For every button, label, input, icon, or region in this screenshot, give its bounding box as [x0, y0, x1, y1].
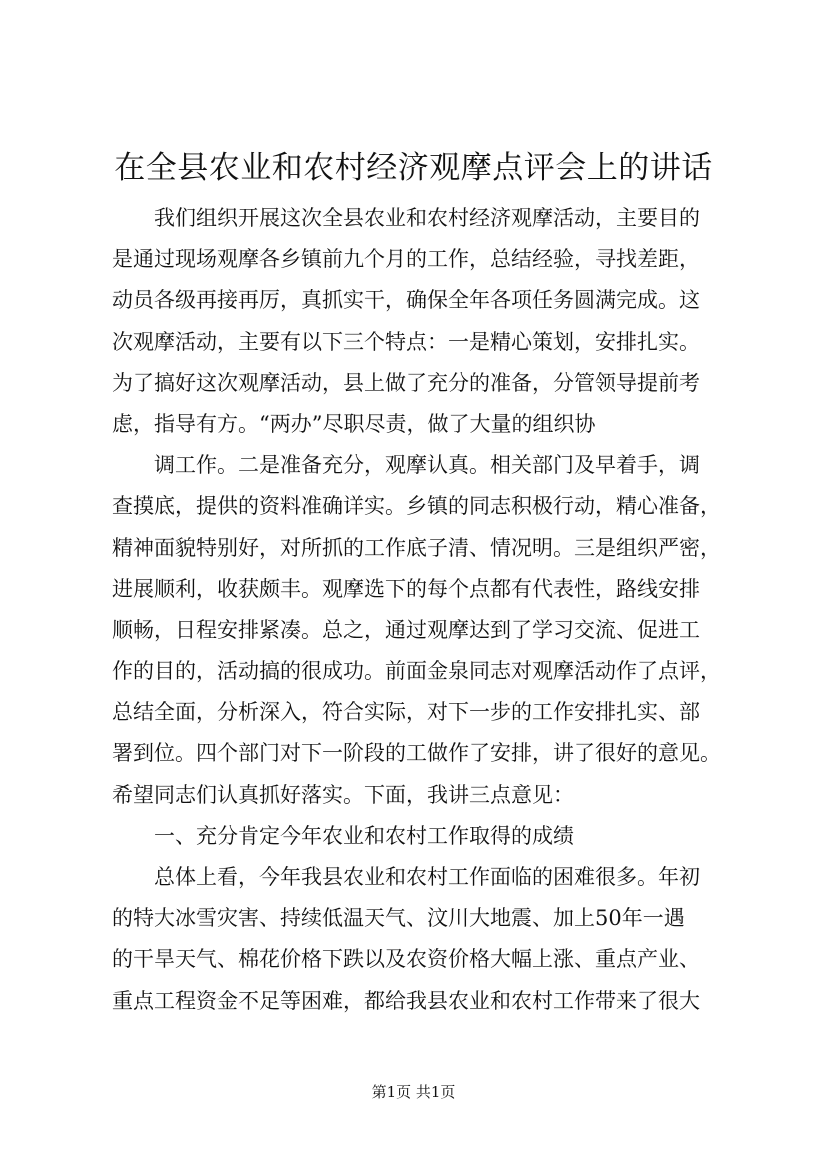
page-number-footer: 第1页 共1页 [371, 1083, 456, 1101]
paragraph-line: 为了搞好这次观摩活动，县上做了充分的准备，分管领导提前考 [112, 370, 700, 395]
paragraph-line: 的干旱天气、棉花价格下跌以及农资价格大幅上涨、重点产业、 [112, 947, 700, 972]
paragraph-line: 作的目的，活动搞的很成功。前面金泉同志对观摩活动作了点评， [112, 659, 721, 684]
document-body [112, 198, 744, 1022]
section-heading: 一、充分肯定今年农业和农村工作取得的成绩 [154, 823, 574, 848]
paragraph-line: 希望同志们认真抓好落实。下面，我讲三点意见： [112, 782, 574, 807]
paragraph-line: 署到位。四个部门对下一阶段的工做作了安排，讲了很好的意见。 [112, 741, 721, 766]
paragraph-line: 进展顺利，收获颇丰。观摩选下的每个点都有代表性，路线安排 [112, 576, 700, 601]
paragraph-line: 查摸底，提供的资料准确详实。乡镇的同志积极行动，精心准备， [112, 494, 721, 519]
paragraph-line: 的特大冰雪灾害、持续低温天气、汶川大地震、加上50年一遇 [112, 906, 685, 931]
paragraph-line: 精神面貌特别好，对所抓的工作底子清、情况明。三是组织严密， [112, 535, 721, 560]
paragraph-line: 次观摩活动，主要有以下三个特点：一是精心策划，安排扎实。 [112, 329, 700, 354]
paragraph-line: 总体上看，今年我县农业和农村工作面临的困难很多。年初 [154, 865, 700, 889]
paragraph-line: 重点工程资金不足等困难，都给我县农业和农村工作带来了很大 [112, 988, 700, 1013]
document-title: 在全县农业和农村经济观摩点评会上的讲话 [114, 150, 713, 186]
paragraph-line: 我们组织开展这次全县农业和农村经济观摩活动，主要目的 [154, 206, 700, 230]
paragraph-line: 顺畅，日程安排紧凑。总之，通过观摩达到了学习交流、促进工 [112, 617, 700, 642]
paragraph-line: 总结全面，分析深入，符合实际，对下一步的工作安排扎实、部 [112, 700, 700, 725]
paragraph-line: 是通过现场观摩各乡镇前九个月的工作，总结经验，寻找差距， [112, 247, 700, 272]
paragraph-line: 动员各级再接再厉，真抓实干，确保全年各项任务圆满完成。这 [112, 288, 700, 313]
paragraph-line: 虑，指导有方。“两办”尽职尽责，做了大量的组织协 [112, 411, 596, 436]
paragraph-line: 调工作。二是准备充分，观摩认真。相关部门及早着手，调 [154, 453, 700, 478]
